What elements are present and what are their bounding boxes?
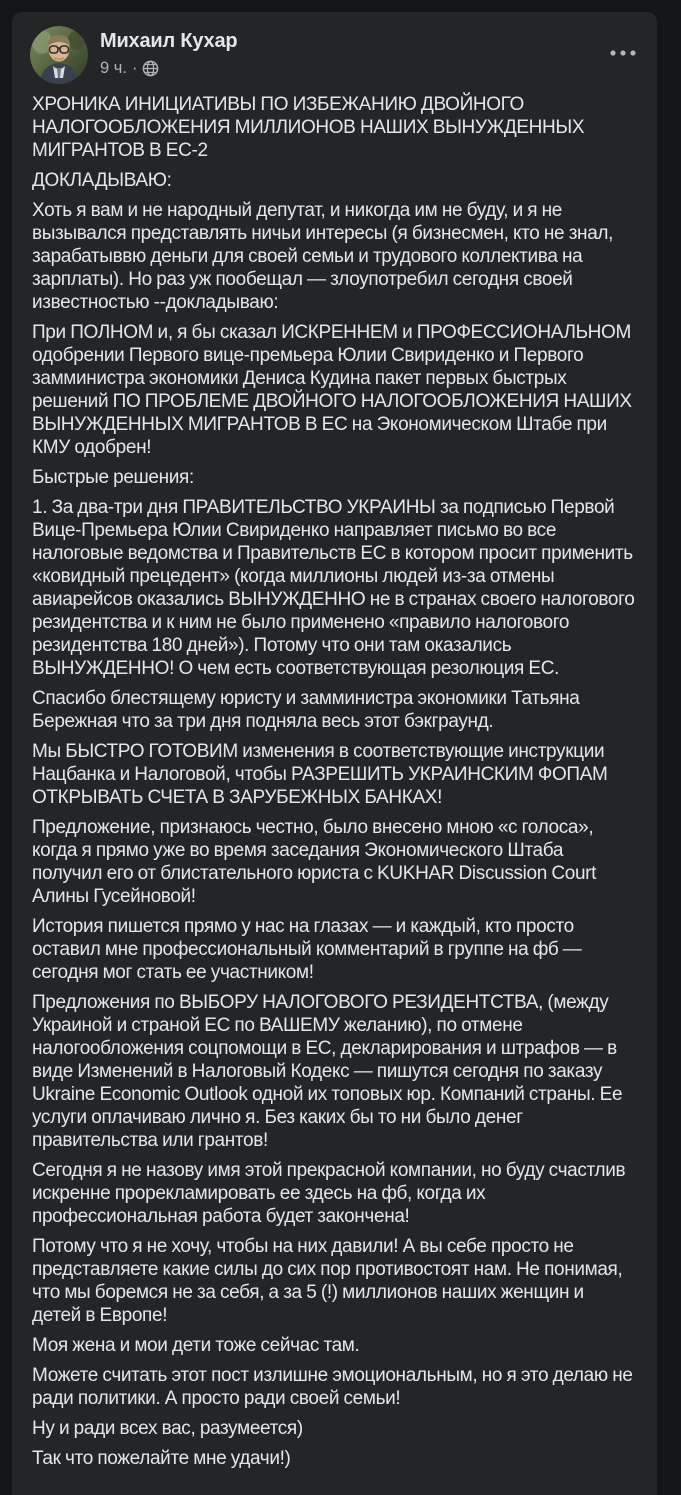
post-paragraph: ДОКЛАДЫВАЮ:: [32, 170, 172, 191]
header-main: [100, 26, 605, 78]
post-paragraph: Потому что я не хочу, чтобы на них давили! А вы себе просто не представляете какие силы до сих пор противостоят нам. Не понимая, что мы боремся не за себя, а за 5 (!) миллионов наших женщин и детей в Европе!: [32, 1236, 623, 1326]
post-header: [12, 12, 657, 84]
post-paragraph: История пишется прямо у нас на глазах — и каждый, кто просто оставил мне профессиональный комментарий в группе на фб — сегодня мог стать ее участником!: [32, 916, 582, 983]
post-paragraph: Хоть я вам и не народный депутат, и никогда им не буду, и я не вызывался представлять ничьи интересы (я бизнесмен, кто не знал, зарабатыввю деньги для своей семьи и трудового коллектива на зарплаты). Но раз уж пообещал — злоупотребил сегодня своей известностью --докладываю:: [32, 200, 614, 313]
avatar-image: [30, 26, 88, 84]
post-paragraph: Спасибо блестящему юристу и замминистра экономики Татьяна Бережная что за три дня подняла весь этот бэкграунд.: [32, 688, 580, 732]
post-meta: [100, 58, 605, 78]
post-paragraph: Ну и ради всех вас, разумеется): [32, 1418, 303, 1439]
post-paragraph: Предложения по ВЫБОРУ НАЛОГОВОГО РЕЗИДЕНТСТВА, (между Украиной и страной ЕС по ВАШЕМУ желанию), по отмене налогообложения соцпомощи в ЕС, декларирования и штрафов — в виде Изменений в Налоговый Кодекс — пишутся сегодня по заказу Ukraine Economic Outlook одной их топовых юр. Компаний страны. Ее услуги оплачиваю лично я. Без каких бы то ни было денег правительства или грантов!: [32, 992, 623, 1151]
post-paragraph: 1. За два-три дня ПРАВИТЕЛЬСТВО УКРАИНЫ за подписью Первой Вице-Премьера Юлии Свириденко направляет письмо во все налоговые ведомства и Правительств ЕС в котором просит применить «ковидный прецедент» (когда миллионы людей из-за отмены авиарейсов оказались ВЫНУЖДЕННО не в странах своего налогового резидентства и к ним не было применено «правило налогового резидентства 180 дней»). Потому что они там оказались ВЫНУЖДЕННО! О чем есть соответствующая резолюция ЕС.: [32, 497, 635, 679]
post-paragraph: ХРОНИКА ИНИЦИАТИВЫ ПО ИЗБЕЖАНИЮ ДВОЙНОГО НАЛОГООБЛОЖЕНИЯ МИЛЛИОНОВ НАШИХ ВЫНУЖДЕННЫХ МИГРАНТОВ В ЕС-2: [32, 94, 585, 161]
globe-icon: [142, 60, 159, 77]
ellipsis-icon: [609, 48, 637, 58]
post-paragraph: Быстрые решения:: [32, 467, 194, 488]
avatar[interactable]: [30, 26, 88, 84]
post-paragraph: Сегодня я не назову имя этой прекрасной компании, но буду счастлив искренне прорекламировать ее здесь на фб, когда их профессиональная работа будет закончена!: [32, 1160, 626, 1227]
post-paragraph: Предложение, признаюсь честно, было внесено мною «с голоса», когда я прямо уже во время заседания Экономического Штаба получил его от блистательного юриста с KUKHAR Discussion Court Алины Гусейновой!: [32, 817, 597, 907]
post-paragraph: Можете считать этот пост излишне эмоциональным, но я это делаю не ради политики. А просто ради своей семьи!: [32, 1365, 633, 1409]
post-menu-button[interactable]: [605, 44, 641, 62]
post-paragraph: Мы БЫСТРО ГОТОВИМ изменения в соответствующие инструкции Нацбанка и Налоговой, чтобы РАЗРЕШИТЬ УКРАИНСКИМ ФОПАМ ОТКРЫВАТЬ СЧЕТА В ЗАРУБЕЖНЫХ БАНКАХ!: [32, 741, 608, 808]
post-paragraph: При ПОЛНОМ и, я бы сказал ИСКРЕННЕМ и ПРОФЕССИОНАЛЬНОМ одобрении Первого вице-премьера Юлии Свириденко и Первого замминистра экономики Дениса Кудина пакет первых быстрых решений ПО ПРОБЛЕМЕ ДВОЙНОГО НАЛОГООБЛОЖЕНИЯ НАШИХ ВЫНУЖДЕННЫХ МИГРАНТОВ В ЕС на Экономическом Штабе при КМУ одобрен!: [32, 322, 632, 458]
timestamp[interactable]: 9 ч.: [100, 59, 127, 77]
author-name[interactable]: Михаил Кухар: [100, 30, 238, 52]
meta-separator: ·: [131, 59, 138, 77]
post-card: [12, 12, 657, 1495]
post-paragraph: Так что пожелайте мне удачи!): [32, 1448, 291, 1469]
post-paragraph: Моя жена и мои дети тоже сейчас там.: [32, 1335, 360, 1356]
post-text: [12, 84, 657, 1495]
